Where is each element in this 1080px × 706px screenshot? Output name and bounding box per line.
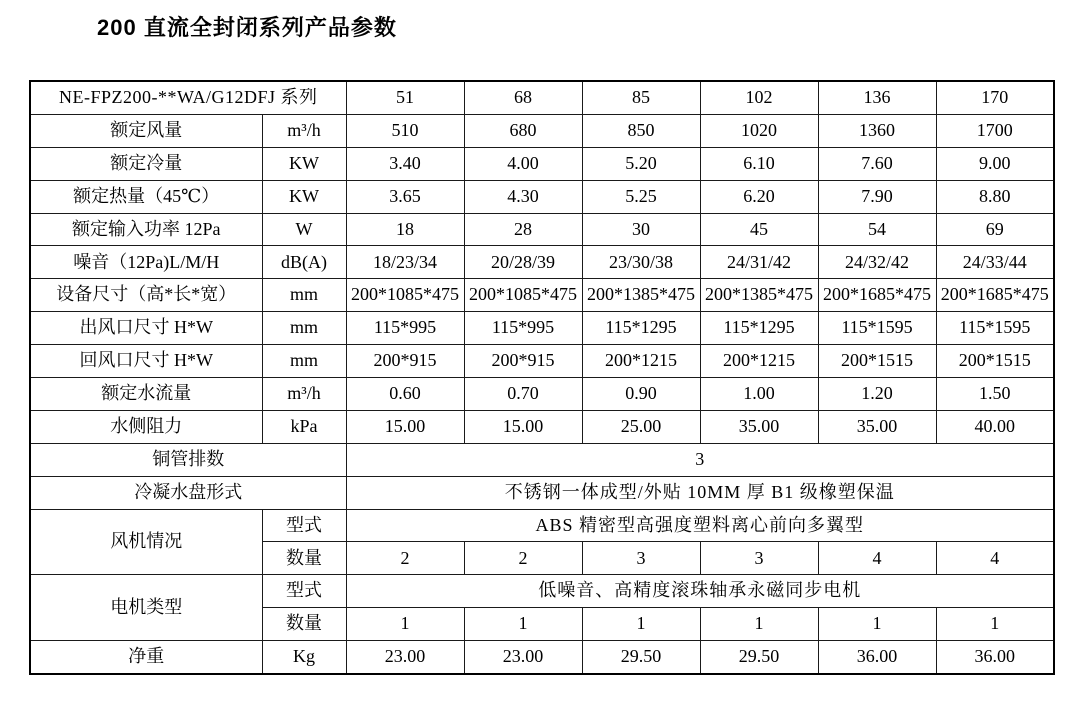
spec-label: 额定热量（45℃） bbox=[30, 180, 262, 213]
spec-value: 200*915 bbox=[346, 345, 464, 378]
spec-value: 20/28/39 bbox=[464, 246, 582, 279]
spec-value: 40.00 bbox=[936, 410, 1054, 443]
spec-value: 115*995 bbox=[464, 312, 582, 345]
spec-value: 45 bbox=[700, 213, 818, 246]
spec-label: 出风口尺寸 H*W bbox=[30, 312, 262, 345]
spec-value: 115*995 bbox=[346, 312, 464, 345]
spec-sublabel: 型式 bbox=[262, 575, 346, 608]
spec-value: 1 bbox=[582, 608, 700, 641]
spec-value: 15.00 bbox=[346, 410, 464, 443]
spec-value: 23.00 bbox=[346, 641, 464, 674]
spec-unit: m³/h bbox=[262, 114, 346, 147]
spec-value: 36.00 bbox=[818, 641, 936, 674]
spec-unit: m³/h bbox=[262, 378, 346, 411]
spec-value: 3 bbox=[346, 443, 1054, 476]
spec-value: 29.50 bbox=[582, 641, 700, 674]
table-row-fan-type bbox=[30, 509, 1054, 542]
model-number: 102 bbox=[700, 81, 818, 114]
model-number: 136 bbox=[818, 81, 936, 114]
page-title: 200 直流全封闭系列产品参数 bbox=[97, 15, 397, 40]
spec-value: 1700 bbox=[936, 114, 1054, 147]
spec-value: 1 bbox=[818, 608, 936, 641]
spec-value: 3.40 bbox=[346, 147, 464, 180]
spec-value: 15.00 bbox=[464, 410, 582, 443]
spec-value: 7.60 bbox=[818, 147, 936, 180]
model-number: 170 bbox=[936, 81, 1054, 114]
spec-label: 水侧阻力 bbox=[30, 410, 262, 443]
table-row-motor-type bbox=[30, 575, 1054, 608]
table-row-rated-input-power bbox=[30, 213, 1054, 246]
spec-value: 2 bbox=[464, 542, 582, 575]
spec-label: 风机情况 bbox=[30, 509, 262, 575]
table-row-copper-tube-rows bbox=[30, 443, 1054, 476]
spec-value: 850 bbox=[582, 114, 700, 147]
table-row-water-flow bbox=[30, 378, 1054, 411]
spec-value: 6.10 bbox=[700, 147, 818, 180]
spec-value: 36.00 bbox=[936, 641, 1054, 674]
spec-label: 设备尺寸（高*长*宽） bbox=[30, 279, 262, 312]
spec-value: 1.50 bbox=[936, 378, 1054, 411]
table-row-rated-cooling bbox=[30, 147, 1054, 180]
spec-label: 额定输入功率 12Pa bbox=[30, 213, 262, 246]
series-label: NE-FPZ200-**WA/G12DFJ 系列 bbox=[30, 81, 346, 114]
spec-value: 1 bbox=[464, 608, 582, 641]
table-row-rated-airflow bbox=[30, 114, 1054, 147]
spec-value: 115*1295 bbox=[700, 312, 818, 345]
spec-value: 35.00 bbox=[818, 410, 936, 443]
spec-value: 5.20 bbox=[582, 147, 700, 180]
spec-value: 200*1385*475 bbox=[700, 279, 818, 312]
spec-unit: KW bbox=[262, 147, 346, 180]
spec-value: 不锈钢一体成型/外贴 10MM 厚 B1 级橡塑保温 bbox=[346, 476, 1054, 509]
spec-label: 额定水流量 bbox=[30, 378, 262, 411]
spec-value: 23.00 bbox=[464, 641, 582, 674]
spec-unit: KW bbox=[262, 180, 346, 213]
spec-value: 115*1295 bbox=[582, 312, 700, 345]
table-row-series-header bbox=[30, 81, 1054, 114]
spec-value: 28 bbox=[464, 213, 582, 246]
spec-label: 噪音（12Pa)L/M/H bbox=[30, 246, 262, 279]
spec-value: 25.00 bbox=[582, 410, 700, 443]
spec-value: 200*1515 bbox=[936, 345, 1054, 378]
spec-value: 8.80 bbox=[936, 180, 1054, 213]
spec-sublabel: 型式 bbox=[262, 509, 346, 542]
spec-label: 净重 bbox=[30, 641, 262, 674]
spec-unit: mm bbox=[262, 279, 346, 312]
spec-value: 200*1215 bbox=[700, 345, 818, 378]
spec-value: 3 bbox=[700, 542, 818, 575]
spec-value: 24/33/44 bbox=[936, 246, 1054, 279]
spec-value: 3.65 bbox=[346, 180, 464, 213]
spec-unit: mm bbox=[262, 312, 346, 345]
model-number: 68 bbox=[464, 81, 582, 114]
spec-sublabel: 数量 bbox=[262, 608, 346, 641]
spec-unit: dB(A) bbox=[262, 246, 346, 279]
table-row-unit-dimensions bbox=[30, 279, 1054, 312]
spec-value: 1 bbox=[700, 608, 818, 641]
spec-label: 电机类型 bbox=[30, 575, 262, 641]
table-row-noise bbox=[30, 246, 1054, 279]
spec-unit: mm bbox=[262, 345, 346, 378]
spec-label: 铜管排数 bbox=[30, 443, 346, 476]
spec-sublabel: 数量 bbox=[262, 542, 346, 575]
spec-value: 200*915 bbox=[464, 345, 582, 378]
spec-value: 7.90 bbox=[818, 180, 936, 213]
spec-value: 54 bbox=[818, 213, 936, 246]
spec-value: 18/23/34 bbox=[346, 246, 464, 279]
spec-unit: W bbox=[262, 213, 346, 246]
spec-value: 24/32/42 bbox=[818, 246, 936, 279]
table-row-outlet-size bbox=[30, 312, 1054, 345]
spec-value: 1 bbox=[346, 608, 464, 641]
spec-value: 510 bbox=[346, 114, 464, 147]
spec-value: 9.00 bbox=[936, 147, 1054, 180]
spec-value: 30 bbox=[582, 213, 700, 246]
spec-value: 69 bbox=[936, 213, 1054, 246]
spec-value: 6.20 bbox=[700, 180, 818, 213]
spec-value: 24/31/42 bbox=[700, 246, 818, 279]
spec-value: 4.00 bbox=[464, 147, 582, 180]
spec-label: 额定风量 bbox=[30, 114, 262, 147]
spec-label: 回风口尺寸 H*W bbox=[30, 345, 262, 378]
spec-value: 4 bbox=[936, 542, 1054, 575]
spec-value: 4 bbox=[818, 542, 936, 575]
spec-value: 200*1215 bbox=[582, 345, 700, 378]
spec-value: 1020 bbox=[700, 114, 818, 147]
spec-value: 200*1385*475 bbox=[582, 279, 700, 312]
spec-value: 5.25 bbox=[582, 180, 700, 213]
spec-value: 200*1085*475 bbox=[346, 279, 464, 312]
spec-value: ABS 精密型高强度塑料离心前向多翼型 bbox=[346, 509, 1054, 542]
spec-value: 115*1595 bbox=[818, 312, 936, 345]
table-row-return-size bbox=[30, 345, 1054, 378]
spec-value: 2 bbox=[346, 542, 464, 575]
spec-value: 200*1085*475 bbox=[464, 279, 582, 312]
spec-value: 1.20 bbox=[818, 378, 936, 411]
table-row-rated-heating bbox=[30, 180, 1054, 213]
spec-value: 0.90 bbox=[582, 378, 700, 411]
spec-value: 1360 bbox=[818, 114, 936, 147]
spec-label: 冷凝水盘形式 bbox=[30, 476, 346, 509]
model-number: 85 bbox=[582, 81, 700, 114]
spec-value: 低噪音、高精度滚珠轴承永磁同步电机 bbox=[346, 575, 1054, 608]
spec-value: 35.00 bbox=[700, 410, 818, 443]
spec-unit: Kg bbox=[262, 641, 346, 674]
spec-unit: kPa bbox=[262, 410, 346, 443]
spec-value: 18 bbox=[346, 213, 464, 246]
spec-value: 4.30 bbox=[464, 180, 582, 213]
spec-value: 200*1685*475 bbox=[818, 279, 936, 312]
spec-value: 200*1685*475 bbox=[936, 279, 1054, 312]
spec-value: 1 bbox=[936, 608, 1054, 641]
spec-value: 680 bbox=[464, 114, 582, 147]
spec-value: 0.70 bbox=[464, 378, 582, 411]
table-row-net-weight bbox=[30, 641, 1054, 674]
spec-value: 1.00 bbox=[700, 378, 818, 411]
spec-value: 115*1595 bbox=[936, 312, 1054, 345]
spec-value: 29.50 bbox=[700, 641, 818, 674]
table-row-drain-pan bbox=[30, 476, 1054, 509]
spec-value: 0.60 bbox=[346, 378, 464, 411]
product-spec-table bbox=[29, 80, 1055, 675]
spec-value: 200*1515 bbox=[818, 345, 936, 378]
spec-value: 3 bbox=[582, 542, 700, 575]
spec-label: 额定冷量 bbox=[30, 147, 262, 180]
table-row-water-resistance bbox=[30, 410, 1054, 443]
spec-value: 23/30/38 bbox=[582, 246, 700, 279]
model-number: 51 bbox=[346, 81, 464, 114]
